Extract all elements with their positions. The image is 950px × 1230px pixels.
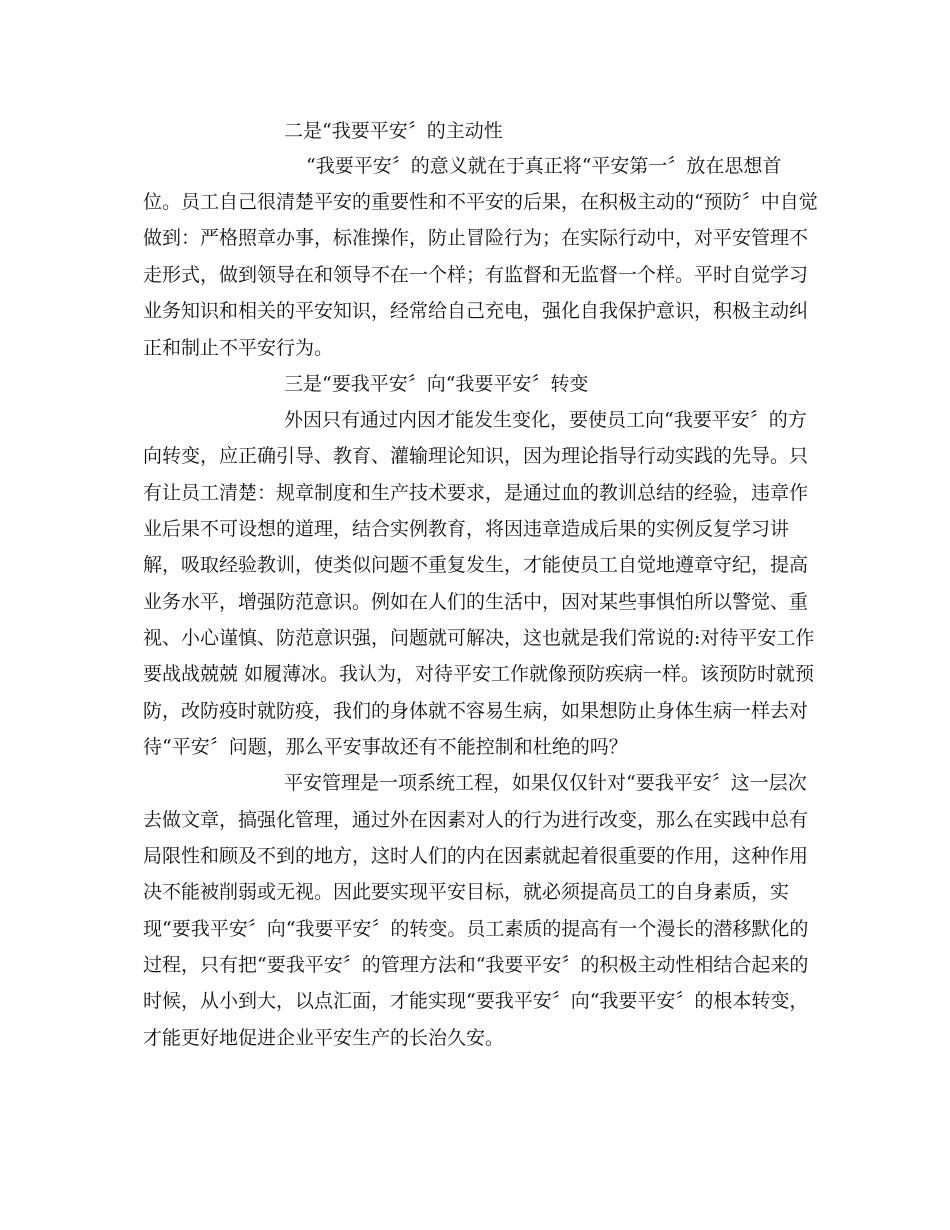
paragraph-line: 业务水平，增强防范意识。例如在人们的生活中，因对某些事惧怕所以警觉、重 bbox=[143, 591, 809, 613]
paragraph-line: 业务知识和相关的平安知识，经常给自己充电，强化自我保护意识，积极主动纠 bbox=[143, 300, 809, 322]
paragraph-line: 向转变，应正确引导、教育、灌输理论知识，因为理论指导行动实践的先导。只 bbox=[143, 445, 809, 467]
paragraph-line: 正和制止不平安行为。 bbox=[143, 337, 334, 359]
paragraph-line: 有让员工清楚：规章制度和生产技术要求，是通过血的教训总结的经验，违章作 bbox=[143, 482, 809, 504]
paragraph-line: 决不能被削弱或无视。因此要实现平安目标，就必须提高员工的自身素质，实 bbox=[143, 881, 790, 903]
paragraph-line: 做到：严格照章办事，标准操作，防止冒险行为；在实际行动中，对平安管理不 bbox=[143, 227, 809, 249]
paragraph-line: 防，改防疫时就防疫，我们的身体就不容易生病，如果想防止身体生病一样去对 bbox=[143, 700, 809, 722]
paragraph-line: 外因只有通过内因才能发生变化，要使员工向“我要平安〞的方 bbox=[284, 409, 807, 431]
paragraph-line: 时候，从小到大，以点汇面，才能实现“要我平安〞向“我要平安〞的根本转变， bbox=[143, 990, 809, 1012]
paragraph-line: 解，吸取经验教训，使类似问题不重复发生，才能使员工自觉地遵章守纪，提高 bbox=[143, 554, 809, 576]
section-heading-3: 三是“要我平安〞向“我要平安〞转变 bbox=[284, 373, 589, 395]
section-heading-2: 二是“我要平安〞的主动性 bbox=[284, 120, 503, 142]
paragraph-line: 业后果不可设想的道理，结合实例教育，将因违章造成后果的实例反复学习讲 bbox=[143, 518, 790, 540]
paragraph-line: 局限性和顾及不到的地方，这时人们的内在因素就起着很重要的作用，这种作用 bbox=[143, 845, 809, 867]
paragraph-line: 去做文章，搞强化管理，通过外在因素对人的行为进行改变，那么在实践中总有 bbox=[143, 809, 809, 831]
paragraph-line: 才能更好地促进企业平安生产的长治久安。 bbox=[143, 1027, 505, 1049]
paragraph-line: 现“要我平安〞向“我要平安〞的转变。员工素质的提高有一个漫长的潜移默化的 bbox=[143, 918, 809, 940]
paragraph-line: 走形式，做到领导在和领导不在一个样；有监督和无监督一个样。平时自觉学习 bbox=[143, 264, 809, 286]
paragraph-line: “我要平安〞的意义就在于真正将“平安第一〞放在思想首 bbox=[306, 155, 782, 177]
paragraph-line: 视、小心谨慎、防范意识强，问题就可解决，这也就是我们常说的:对待平安工作 bbox=[143, 627, 815, 649]
paragraph-line: 要战战兢兢 如履薄冰。我认为，对待平安工作就像预防疾病一样。该预防时就预 bbox=[143, 663, 815, 685]
paragraph-line: 待“平安〞问题，那么平安事故还有不能控制和杜绝的吗？ bbox=[143, 736, 628, 758]
paragraph-line: 过程，只有把“要我平安〞的管理方法和“我要平安〞的积极主动性相结合起来的 bbox=[143, 954, 809, 976]
paragraph-line: 位。员工自己很清楚平安的重要性和不平安的后果，在积极主动的“预防〞中自觉 bbox=[143, 191, 818, 213]
paragraph-line: 平安管理是一项系统工程，如果仅仅针对“要我平安〞这一层次 bbox=[284, 772, 807, 794]
